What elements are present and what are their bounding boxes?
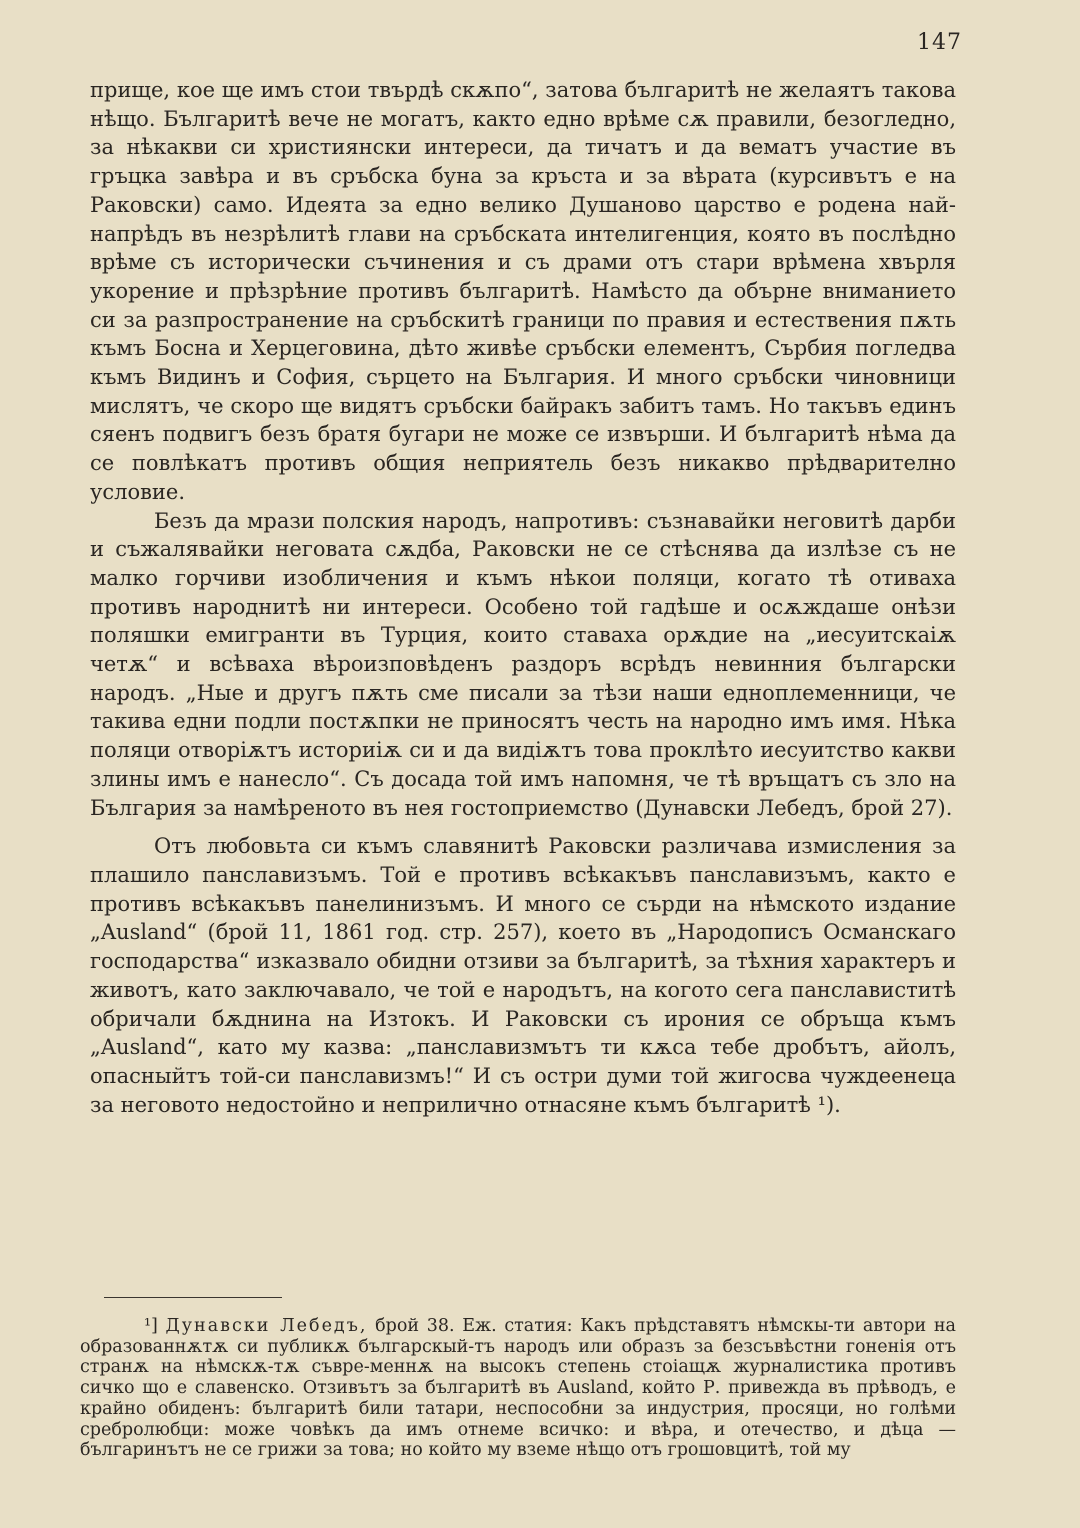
footnote-paragraph xyxy=(80,1316,956,1461)
paragraph-2: Безъ да мрази полския народъ, напротивъ: съзнавайки неговитѣ дарби и съжалявайки неговата сѫдба, Раковски не се стѣснява да излѣзе съ не малко горчиви изобличения и къмъ нѣкои поляци, когато тѣ отиваха противъ народнитѣ ни интереси. Особено той гадѣше и осѫждаше онѣзи поляшки емигранти въ Турция, които ставаха орѫдие на „иесуитскаiѫ четѫ“ и всѣваха вѣроизповѣденъ раздоръ всрѣдъ невинния български народъ. „Ные и другъ пѫть сме писали за тѣзи наши едноплеменници, че такива едни подли постѫпки не приносятъ честь на народно имъ имя. Нѣка поляци отворiѫтъ историiѫ си и да видiѫтъ това проклѣто иесуитство какви злины имъ е нанесло“. Съ досада той имъ напомня, че тѣ връщатъ съ зло на България за намѣреното въ нея гостоприемство (Дунавски Лебедъ, брой 27). xyxy=(90,508,956,820)
footnote-text-2: меннѫ на высокъ степень стоiащѫ журналистика противъ сичко що е славенско. Отзивътъ за българитѣ въ Ausland, който Р. привежда въ прѣводъ, е крайно обиденъ: българитѣ били татари, неспособни за индустрия, просяци, но голѣми сребролюбци: може човѣкъ да имъ отнеме всичко: и вѣра, и отечество, и дѣца — българинътъ не се грижи за това; но който му вземе нѣщо отъ грошовцитѣ, той му xyxy=(80,1357,956,1461)
main-text xyxy=(90,76,956,1119)
footnote-text-1: брой 38. Еж. статия: Какъ прѣдставятъ нѣмскы-ти автори на образованнѫтѫ си публикѫ българскый-тъ народъ или образъ за безсъвѣстни гоненiя отъ странѫ на нѣмскѫ-тѫ съвре- xyxy=(80,1316,956,1378)
footnote-source: Дунавски Лебедъ, xyxy=(165,1316,368,1336)
footnote-marker: ¹] xyxy=(144,1316,158,1336)
page-number: 147 xyxy=(917,30,962,55)
footnote-divider xyxy=(104,1297,282,1298)
paragraph-1: прище, кое ще имъ стои твърдѣ скѫпо“, затова българитѣ не желаятъ такова нѣщо. Българитѣ вече не могатъ, както едно врѣме сѫ правили, безогледно, за нѣкакви си християнски интереси, да тичатъ и да вематъ участие въ гръцка завѣра и въ сръбска буна за кръста и за вѣрата (курсивътъ е на Раковски) само. Идеята за едно велико Душаново царство е родена най-напрѣдъ въ незрѣлитѣ глави на сръбската интелигенция, която въ послѣдно врѣме съ исторически съчинения и съ драми отъ стари врѣмена хвърля укорение и прѣзрѣние противъ българитѣ. Намѣсто да обърне вниманието си за разпространение на сръбскитѣ граници по правия и естествения пѫть къмъ Босна и Херцеговина, дѣто живѣе сръбски елементъ, Сърбия погледва къмъ Видинъ и София, сърцето на България. И много сръбски чиновници мислятъ, че скоро ще видятъ сръбски байракъ забитъ тамъ. Но такъвъ единъ сяенъ подвигъ безъ братя бугари не може се извърши. И българитѣ нѣма да се повлѣкатъ противъ общия неприятель безъ никакво прѣдварително условие. xyxy=(90,78,956,504)
footnote xyxy=(80,1316,956,1461)
paragraph-3: Отъ любовьта си къмъ славянитѣ Раковски различава измисления за плашило панславизъмъ. Той е противъ всѣкакъвъ панславизъмъ, както е противъ всѣкакъвъ панелинизъмъ. И много се сърди на нѣмското издание „Ausland“ (брой 11, 1861 год. стр. 257), което въ „Народописъ Османскаго господарства“ изказвало обидни отзиви за българитѣ, за тѣхния характеръ и животъ, като заключавало, че той е народътъ, на когото сега панславиститѣ обричали бѫднина на Изтокъ. И Раковски съ ирония се обръща къмъ „Ausland“, като му казва: „панславизмътъ ти кѫса тебе дробътъ, айолъ, опасныйтъ той-си панславизмъ!“ И съ остри думи той жигосва чуждеенеца за неговото недостойно и неприлично отнасяне къмъ българитѣ ¹). xyxy=(90,834,956,1117)
